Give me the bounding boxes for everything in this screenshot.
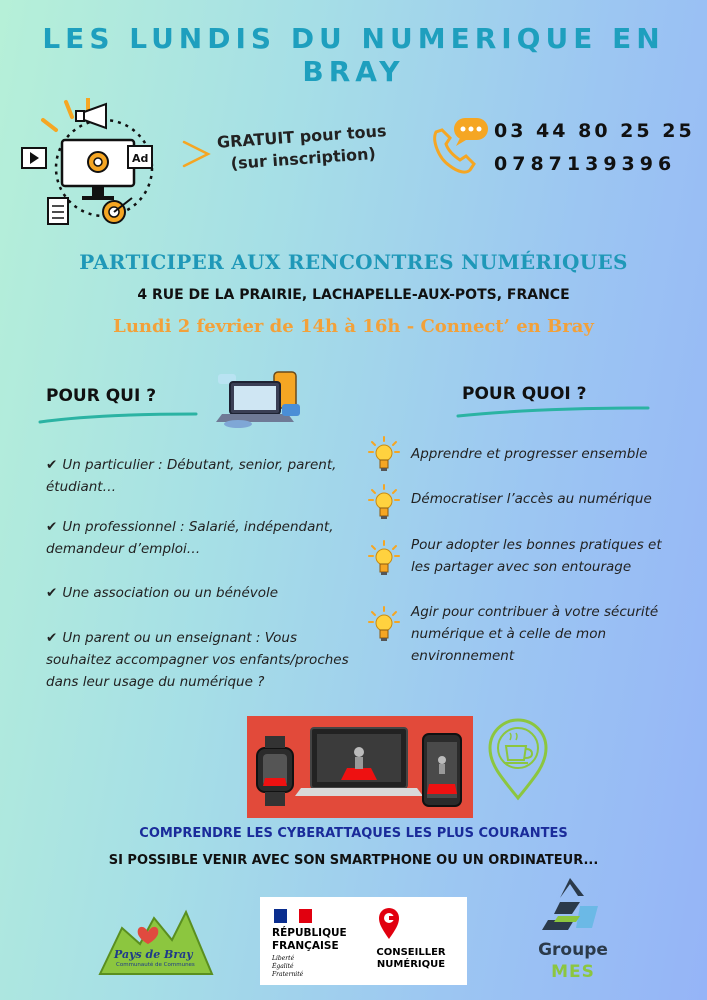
date-line: Lundi 2 fevrier de 14h à 16h - Connect’ en Bray [113, 316, 594, 337]
list-item [46, 454, 366, 498]
gratuit-line2: (sur inscription) [230, 143, 377, 174]
conseiller-text [360, 947, 462, 971]
item-text: étudiant… [46, 479, 117, 495]
list-item [46, 627, 376, 693]
footer-line2: SI POSSIBLE VENIR AVEC SON SMARTPHONE OU UN ORDINATEUR... [108, 853, 599, 868]
item-text: Un particulier : Débutant, senior, parent, [62, 457, 337, 473]
pays-de-bray-logo [92, 908, 216, 982]
check-icon: ✔ [46, 457, 58, 473]
item-text: demandeur d’emploi… [46, 541, 201, 557]
republique-l2: FRANÇAISE [272, 940, 339, 952]
republique-l1: RÉPUBLIQUE [272, 927, 347, 939]
list-item [46, 516, 366, 560]
devise-l3: Fraternité [272, 971, 304, 978]
main-heading: PARTICIPER AUX RENCONTRES NUMÉRIQUES [79, 250, 628, 274]
conseiller-l2: NUMÉRIQUE [376, 959, 446, 970]
gratuit-line1: GRATUIT pour tous [216, 121, 388, 152]
item-text: numérique et à celle de mon [411, 626, 607, 642]
item-text: Agir pour contribuer à votre sécurité [411, 604, 659, 620]
coffee-pin-icon [486, 716, 550, 802]
pays-de-bray-name: Pays de Bray [114, 948, 193, 961]
conseiller-l1: CONSEILLER [376, 947, 446, 958]
devices-icon [212, 364, 304, 432]
item-text: Un professionnel : Salarié, indépendant, [62, 519, 334, 535]
gratuit-text [204, 119, 402, 176]
devise-l2: Égalité [272, 963, 294, 970]
phone-number-2[interactable]: 0787139396 [494, 153, 677, 175]
list-item [46, 582, 366, 604]
pour-quoi-heading: POUR QUOI ? [462, 384, 587, 404]
item-text: Apprendre et progresser ensemble [411, 446, 648, 462]
lightbulb-icon [368, 606, 400, 646]
partners-logo-box [260, 897, 467, 985]
groupe-label: Groupe [538, 940, 608, 960]
item-text: Démocratiser l’accès au numérique [411, 491, 652, 507]
devise-text [272, 955, 303, 979]
lightbulb-icon [368, 484, 400, 524]
check-icon: ✔ [46, 630, 58, 646]
french-flag-icon [274, 909, 312, 923]
address: 4 RUE DE LA PRAIRIE, LACHAPELLE-AUX-POTS, FRANCE [137, 287, 570, 303]
check-icon: ✔ [46, 519, 58, 535]
item-text: souhaitez accompagner vos enfants/proches [46, 652, 349, 668]
marketing-cycle-icon [18, 98, 178, 230]
pour-qui-underline [38, 410, 198, 426]
pour-qui-heading: POUR QUI ? [46, 386, 157, 406]
pays-de-bray-sub: Communauté de Communes [116, 962, 195, 968]
phone-chat-icon [426, 114, 490, 178]
pour-quoi-underline [456, 404, 652, 420]
item-text: les partager avec son entourage [411, 559, 632, 575]
item-text: dans leur usage du numérique ? [46, 674, 265, 690]
lightbulb-icon [368, 436, 400, 476]
item-text: Une association ou un bénévole [62, 585, 279, 601]
lightbulb-icon [368, 540, 400, 580]
item-text: Pour adopter les bonnes pratiques et [411, 537, 662, 553]
devise-l1: Liberté [272, 955, 295, 962]
item-text: environnement [411, 648, 515, 664]
list-item [411, 443, 701, 465]
svg-text:Ad: Ad [132, 152, 149, 165]
item-text: Un parent ou un enseignant : Vous [62, 630, 298, 646]
page-title: LES LUNDIS DU NUMERIQUE EN BRAY [42, 22, 665, 88]
groupe-mes-emblem [540, 876, 604, 936]
list-item [411, 534, 701, 578]
check-icon: ✔ [46, 585, 58, 601]
list-item [411, 601, 701, 667]
list-item [411, 488, 701, 510]
phone-number-1[interactable]: 03 44 80 25 25 [494, 120, 695, 142]
conseiller-pin-icon [378, 907, 400, 941]
pays-de-bray-shape [92, 908, 216, 982]
cyberattack-illustration [247, 716, 473, 818]
republique-text [272, 927, 347, 953]
footer-line1: COMPRENDRE LES CYBERATTAQUES LES PLUS COURANTES [139, 826, 568, 841]
mes-label: MES [551, 962, 595, 982]
